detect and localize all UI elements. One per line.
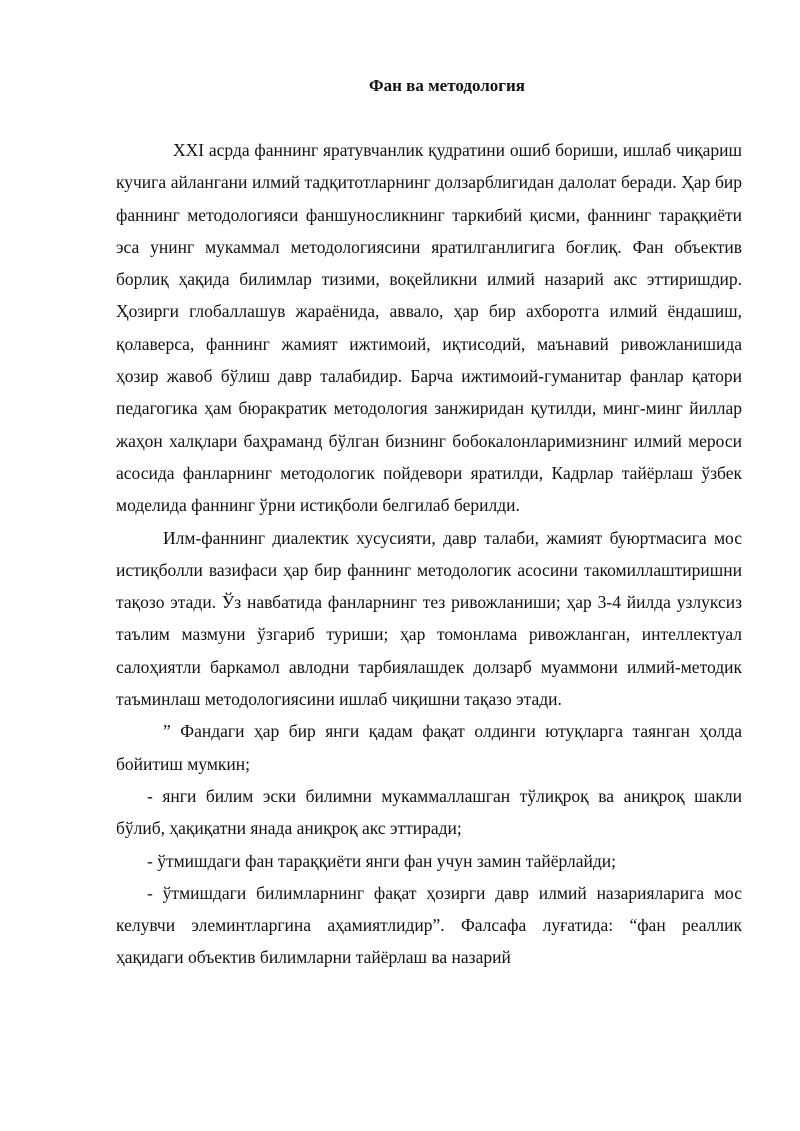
list-item-past-science: - ўтмишдаги фан тараққиёти янги фан учун замин тайёрлайди; [147,850,616,871]
paragraph-science-21st-century: XXI асрда фаннинг яратувчанлик қудратини ошиб бориши, ишлаб чиқариш кучига айлангани илмий тадқитотларнинг долзарблигидан далолат беради. Ҳар бир фаннинг методологияси фаншуносликнинг таркибий қисми, фаннинг тараққиёти эса унинг мукаммал методологиясини яратилганлигига боғлиқ. Фан объектив борлиқ ҳақида билимлар тизими, воқейликни илмий назарий акс эттиришдир. Ҳозирги глобаллашув жараёнида, аввало, ҳар бир ахборотга илмий ёндашиш, қолаверса, фаннинг жамият ижтимоий, иқтисодий, маънавий ривожланишида ҳозир жавоб бўлиш давр талабидир. Барча ижтимоий-гуманитар фанлар қатори педагогика ҳам бюракратик методология занжиридан қутилди, минг-минг йиллар жаҳон халқлари баҳраманд бўлган бизнинг бобокалонларимизнинг илмий мероси асосида фанларнинг методологик пойдевори яратилди, Кадрлар тайёрлаш ўзбек моделида фаннинг ўрни истиқболи белгилаб берилди. [116,140,742,516]
document-body [116,134,742,974]
list-item-new-knowledge: - янги билим эски билимни мукаммаллашган тўлиқроқ ва аниқроқ шакли бўлиб, ҳақиқатни янада аниқроқ акс эттиради; [116,785,742,839]
list-item-past-knowledge: - ўтмишдаги билимларнинг фақат ҳозирги давр илмий назарияларига мос келувчи элеминтларгина аҳамиятлидир”. Фалсафа луғатида: “фан реаллик ҳақидаги объектив билимларни тайёрлаш ва назарий [116,882,742,968]
paragraph-quote-start: ” Фандаги ҳар бир янги қадам фақат олдинги ютуқларга таянган ҳолда бойитиш мумкин; [116,721,742,774]
paragraph-dialectic-nature: Илм-фаннинг диалектик хусусияти, давр талаби, жамият буюртмасига мос истиқболли вазифаси ҳар бир фаннинг методологик асосини такомиллаштиришни тақозо этади. Ўз навбатида фанларнинг тез ривожланиши; ҳар 3-4 йилда узлуксиз таълим мазмуни ўзгариб туриши; ҳар томонлама ривожланган, интеллектуал салоҳиятли баркамол авлодни тарбиялашдек долзарб муаммони илмий-методик таъминлаш методологиясини ишлаб чиқишни тақазо этади. [116,527,742,710]
page-title: Фан ва методология [369,76,525,95]
